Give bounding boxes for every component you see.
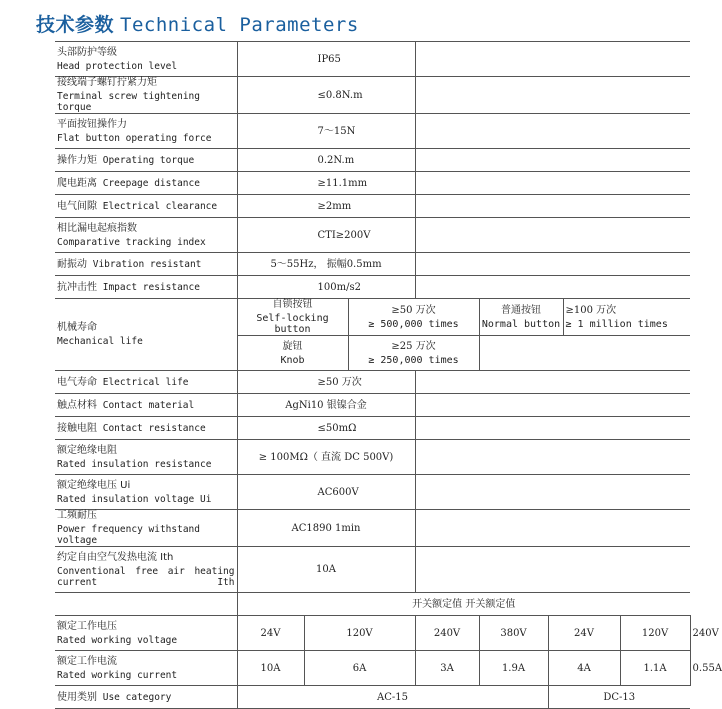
label-zh: 额定绝缘电压 Ui [57, 479, 131, 491]
value-cell: ≤0.8N.m [237, 77, 415, 114]
row-cti [55, 218, 690, 253]
empty-cell [415, 218, 690, 253]
row-switch-rating-header [55, 593, 690, 616]
label-cell [55, 440, 237, 475]
label-en: Operating torque [102, 154, 195, 166]
value-cell: IP65 [237, 42, 415, 77]
empty-cell [415, 172, 690, 195]
value-cell: ≥50 万次 [237, 371, 415, 394]
current-cell: 3A [415, 651, 479, 686]
label-en: Contact material [102, 399, 195, 411]
voltage-cell: 24V [548, 616, 620, 651]
label-en: Rated insulation resistance [57, 458, 212, 470]
normal-button-life-cell [563, 299, 690, 336]
label-cell [55, 475, 237, 510]
label-zh: 操作力矩 [57, 154, 97, 166]
row-clearance [55, 195, 690, 218]
label-zh: 约定自由空气发热电流 Ith [57, 551, 174, 563]
label-zh: 使用类别 [57, 691, 97, 703]
label-en: Conventional free air heating current Ith [57, 565, 235, 588]
label-en: Power frequency withstand voltage [57, 524, 200, 546]
label-en: Electrical clearance [102, 200, 218, 212]
label-en: Head protection level [57, 60, 178, 72]
row-vibration [55, 253, 690, 276]
empty-cell [415, 417, 690, 440]
voltage-cell: 380V [479, 616, 548, 651]
label-zh: 触点材料 [57, 399, 97, 411]
label-en: Mechanical life [57, 336, 143, 347]
empty-cell [415, 276, 690, 299]
voltage-cell: 240V [415, 616, 479, 651]
empty-cell [415, 547, 690, 593]
label-cell [55, 299, 237, 371]
value-cell: CTI≥200V [237, 218, 415, 253]
value-cell: ≥ 100MΩ（ 直流 DC 500V) [237, 440, 415, 475]
self-lock-en: Self-locking button [256, 313, 329, 335]
normal-button-en: Normal button [481, 318, 561, 330]
row-contact-material [55, 394, 690, 417]
empty-cell [415, 114, 690, 149]
empty-cell [415, 510, 690, 547]
row-insulation-voltage [55, 475, 690, 510]
label-en: Comparative tracking index [57, 236, 206, 248]
empty-cell [415, 149, 690, 172]
label-en: Rated working current [57, 669, 178, 681]
row-contact-resistance [55, 417, 690, 440]
label-cell [55, 195, 237, 218]
row-head-protection [55, 42, 690, 77]
row-ith [55, 547, 690, 593]
label-zh: 抗冲击性 [57, 281, 97, 293]
empty-cell [415, 371, 690, 394]
empty-cell [415, 253, 690, 276]
row-use-category [55, 686, 690, 709]
row-mechanical-life-1 [55, 299, 690, 336]
label-zh: 额定工作电流 [57, 655, 117, 667]
empty-cell [479, 336, 690, 371]
ac-category-cell: AC-15 [237, 686, 548, 709]
knob-en: Knob [280, 354, 305, 366]
row-working-voltage: 额定工作电压 Rated working voltage 24V 120V 240V 380V 24V 120V 240V [55, 616, 690, 651]
knob-life-zh: ≥25 万次 [391, 340, 436, 352]
value-cell: 0.2N.m [237, 149, 415, 172]
voltage-cell: 24V [237, 616, 304, 651]
label-cell [55, 686, 237, 709]
label-zh: 额定绝缘电阻 [57, 444, 117, 456]
label-cell [55, 218, 237, 253]
label-zh: 电气间隙 [57, 200, 97, 212]
row-electrical-life [55, 371, 690, 394]
switch-rating-header: 开关额定值 开关额定值 [237, 593, 690, 616]
value-cell: 7～15N [237, 114, 415, 149]
label-en: Contact resistance [102, 422, 206, 434]
label-cell [55, 276, 237, 299]
knob-life-cell [348, 336, 479, 371]
knob-cell [237, 336, 348, 371]
title-en: Technical Parameters [120, 14, 359, 36]
empty-cell [415, 42, 690, 77]
label-zh: 爬电距离 [57, 177, 97, 189]
label-cell [55, 394, 237, 417]
row-flat-button-force [55, 114, 690, 149]
self-lock-life-en: ≥ 500,000 times [368, 318, 459, 330]
label-zh: 接线端子螺钉拧紧力矩 [57, 77, 157, 88]
self-lock-cell [237, 299, 348, 336]
label-cell [55, 42, 237, 77]
current-cell: 1.1A [620, 651, 690, 686]
label-cell [55, 114, 237, 149]
label-zh: 相比漏电起痕指数 [57, 222, 137, 234]
row-operating-torque [55, 149, 690, 172]
label-cell [55, 417, 237, 440]
label-zh: 平面按钮操作力 [57, 118, 127, 130]
row-creepage [55, 172, 690, 195]
label-cell [55, 371, 237, 394]
empty-label-cell [55, 593, 237, 616]
self-lock-zh: 自锁按钮 [272, 299, 313, 310]
label-en: Rated insulation voltage Ui [57, 493, 212, 505]
value-cell: AC1890 1min [237, 510, 415, 547]
label-en: Flat button operating force [57, 132, 212, 144]
normal-button-cell [479, 299, 563, 336]
parameters-table [55, 41, 722, 709]
label-zh: 额定工作电压 [57, 620, 117, 632]
row-power-frequency [55, 510, 690, 547]
voltage-cell: 120V [304, 616, 415, 651]
page-title [36, 10, 359, 37]
label-cell [55, 616, 237, 651]
value-cell: AgNi10 银镍合金 [237, 394, 415, 417]
label-en: Electrical life [102, 376, 189, 388]
label-cell [55, 651, 237, 686]
label-zh: 电气寿命 [57, 376, 97, 388]
label-cell [55, 547, 237, 593]
empty-cell [415, 475, 690, 510]
label-cell [55, 172, 237, 195]
value-cell: 10A [237, 547, 415, 593]
current-cell: 1.9A [479, 651, 548, 686]
empty-cell [415, 440, 690, 475]
self-lock-life-cell [348, 299, 479, 336]
row-insulation-resistance [55, 440, 690, 475]
label-cell [55, 253, 237, 276]
row-terminal-torque [55, 77, 690, 114]
row-impact [55, 276, 690, 299]
knob-zh: 旋钮 [282, 340, 303, 352]
current-cell: 10A [237, 651, 304, 686]
value-cell: ≤50mΩ [237, 417, 415, 440]
knob-life-en: ≥ 250,000 times [368, 354, 459, 366]
value-cell: 5～55Hz， 振幅0.5mm [237, 253, 415, 276]
label-en: Impact resistance [102, 281, 200, 293]
label-zh: 机械寿命 [57, 322, 97, 333]
dc-category-cell: DC-13 [548, 686, 690, 709]
empty-cell [415, 77, 690, 114]
value-cell: ≥11.1mm [237, 172, 415, 195]
label-en: Terminal screw tightening torque [57, 91, 200, 113]
label-en: Rated working voltage [57, 634, 178, 646]
label-cell [55, 510, 237, 547]
current-cell: 4A [548, 651, 620, 686]
label-en: Use category [102, 691, 172, 703]
label-en: Creepage distance [102, 177, 200, 189]
title-zh: 技术参数 [36, 14, 115, 36]
value-cell: ≥2mm [237, 195, 415, 218]
value-cell: AC600V [237, 475, 415, 510]
normal-button-life-en: ≥ 1 million times [565, 318, 668, 330]
self-lock-life-zh: ≥50 万次 [391, 304, 436, 316]
row-working-current: 额定工作电流 Rated working current 10A 6A 3A 1.9A 4A 1.1A 0.55A [55, 651, 690, 686]
label-zh: 耐振动 [57, 258, 87, 270]
current-cell: 6A [304, 651, 415, 686]
label-en: Vibration resistant [92, 258, 202, 270]
label-cell [55, 77, 237, 114]
label-zh: 头部防护等级 [57, 46, 117, 58]
value-cell: 100m/s2 [237, 276, 415, 299]
label-cell [55, 149, 237, 172]
empty-cell [415, 195, 690, 218]
normal-button-zh: 普通按钮 [501, 304, 541, 316]
label-zh: 工频耐压 [57, 510, 97, 521]
normal-button-life-zh: ≥100 万次 [565, 304, 617, 316]
label-zh: 接触电阻 [57, 422, 97, 434]
voltage-cell: 120V [620, 616, 690, 651]
empty-cell [415, 394, 690, 417]
